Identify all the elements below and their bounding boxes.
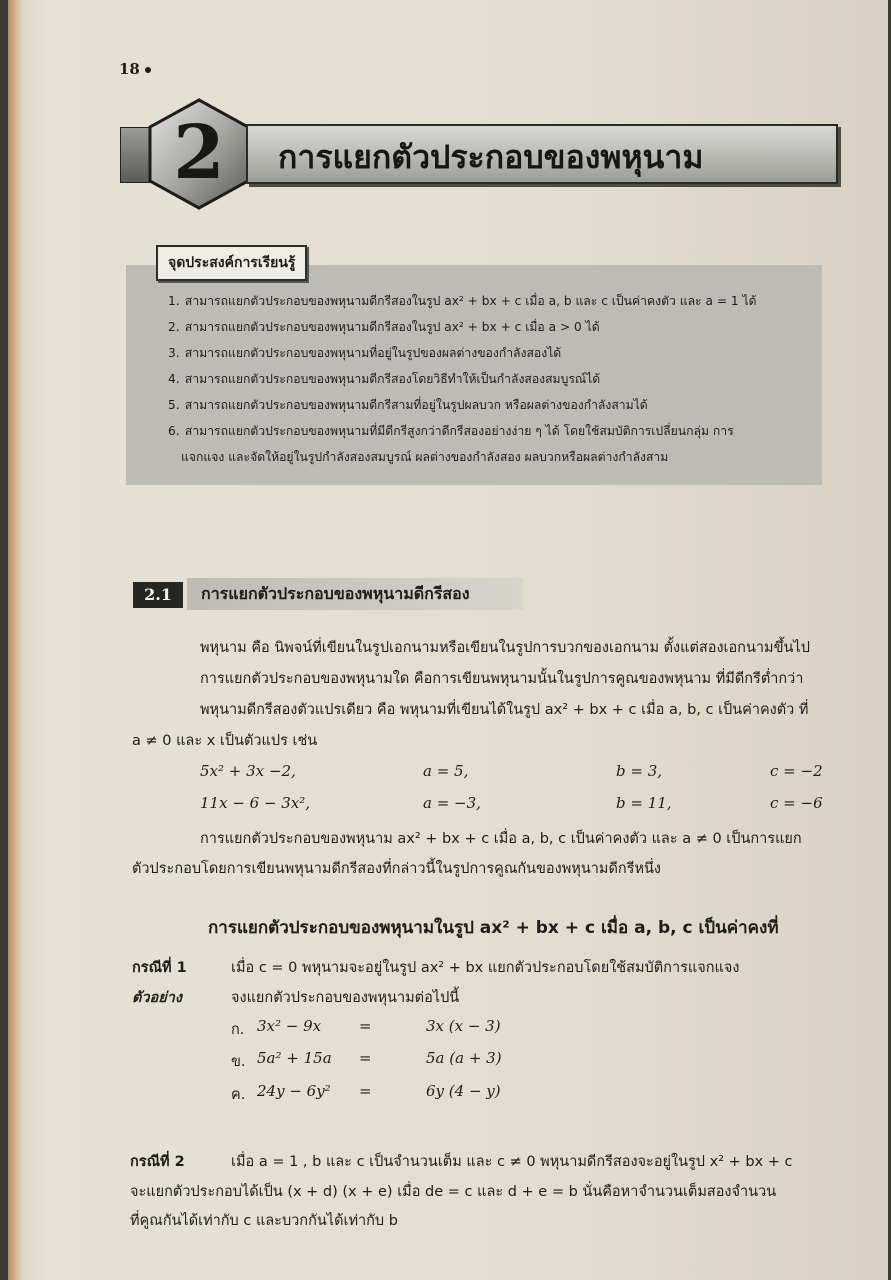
book-page (8, 0, 888, 1280)
example-b-value: b = 11, (616, 794, 672, 812)
objective-item: 3. สามารถแยกตัวประกอบของพหุนามที่อยู่ในรูปของผลต่างของกำลังสองได้ (168, 346, 562, 360)
objective-item: 4. สามารถแยกตัวประกอบของพหุนามดีกรีสองโดยวิธีทำให้เป็นกำลังสองสมบูรณ์ได้ (168, 372, 601, 386)
case-2-label: กรณีที่ 2 (130, 1154, 185, 1170)
case-2-text: จะแยกตัวประกอบได้เป็น (x + d) (x + e) เมื่อ de = c และ d + e = b นั่นคือหาจำนวนเต็มสองจำนวน (130, 1184, 777, 1200)
objective-item: 2. สามารถแยกตัวประกอบของพหุนามดีกรีสองในรูป ax² + bx + c เมื่อ a > 0 ได้ (168, 320, 600, 334)
example-instruction: จงแยกตัวประกอบของพหุนามต่อไปนี้ (231, 990, 460, 1006)
example-a-value: a = −3, (423, 794, 481, 812)
example-label: ตัวอย่าง (132, 990, 182, 1006)
chapter-title-bar (246, 124, 838, 184)
objective-item: 1. สามารถแยกตัวประกอบของพหุนามดีกรีสองในรูป ax² + bx + c เมื่อ a, b และ c เป็นค่าคงตัว และ a = 1 ได้ (168, 294, 757, 308)
paragraph-line: การแยกตัวประกอบของพหุนามใด คือการเขียนพหุนามนั้นในรูปการคูณของพหุนาม ที่มีดีกรีต่ำกว่า (200, 671, 804, 687)
section-number: 2.1 (133, 582, 183, 608)
factor-row-equals: = (359, 1049, 372, 1067)
factor-row-label: ข. (231, 1054, 246, 1070)
paragraph-line: a ≠ 0 และ x เป็นตัวแปร เช่น (132, 733, 318, 749)
section-title-bar (187, 578, 523, 610)
bullet-icon (145, 67, 151, 73)
factor-row-lhs: 3x² − 9x (257, 1017, 322, 1035)
paragraph-line: การแยกตัวประกอบของพหุนาม ax² + bx + c เมื่อ a, b, c เป็นค่าคงตัว และ a ≠ 0 เป็นการแยก (200, 831, 802, 847)
factor-row-equals: = (359, 1017, 372, 1035)
case-2-text: เมื่อ a = 1 , b และ c เป็นจำนวนเต็ม และ c ≠ 0 พหุนามดีกรีสองจะอยู่ในรูป x² + bx + c (231, 1154, 793, 1170)
chapter-number: 2 (173, 110, 225, 196)
factor-row-label: ก. (231, 1022, 245, 1038)
paragraph-line: ตัวประกอบโดยการเขียนพหุนามดีกรีสองที่กล่าวนี้ในรูปการคูณกันของพหุนามดีกรีหนึ่ง (132, 861, 661, 877)
case-1-label: กรณีที่ 1 (132, 960, 187, 976)
objective-item: 6. สามารถแยกตัวประกอบของพหุนามที่มีดีกรีสูงกว่าดีกรีสองอย่างง่าย ๆ ได้ โดยใช้สมบัติการเปลี่ยนกลุ่ม การ แจกแจง และจัดให้อยู่ในรูปกำลังสองสมบูรณ์ ผลต่างของกำลังสอง ผลบวกหรือผลต่างกำลังสาม (168, 424, 734, 464)
factor-row-lhs: 24y − 6y² (257, 1082, 331, 1100)
example-b-value: b = 3, (616, 762, 663, 780)
objectives-list (168, 288, 818, 470)
chapter-title: การแยกตัวประกอบของพหุนาม (278, 138, 704, 176)
page-number: 18 (119, 60, 151, 78)
example-expression: 5x² + 3x −2, (200, 762, 296, 780)
example-a-value: a = 5, (423, 762, 469, 780)
factor-row-label: ค. (231, 1087, 246, 1103)
paragraph-line: พหุนาม คือ นิพจน์ที่เขียนในรูปเอกนามหรือเขียนในรูปการบวกของเอกนาม ตั้งแต่สองเอกนามขึ้นไป (200, 640, 810, 656)
case-2-text: ที่คูณกันได้เท่ากับ c และบวกกันได้เท่ากับ b (130, 1213, 398, 1229)
paragraph-line: พหุนามดีกรีสองตัวแปรเดียว คือ พหุนามที่เขียนได้ในรูป ax² + bx + c เมื่อ a, b, c เป็นค่าคงตัว ที่ (200, 702, 809, 718)
section-title: การแยกตัวประกอบของพหุนามดีกรีสอง (201, 584, 470, 603)
factor-row-lhs: 5a² + 15a (257, 1049, 332, 1067)
objectives-tag: จุดประสงค์การเรียนรู้ (156, 245, 307, 281)
factor-row-equals: = (359, 1082, 372, 1100)
example-c-value: c = −6 (770, 794, 823, 812)
factor-row-rhs: 6y (4 − y) (426, 1082, 501, 1100)
example-c-value: c = −2 (770, 762, 823, 780)
case-1-text: เมื่อ c = 0 พหุนามจะอยู่ในรูป ax² + bx แยกตัวประกอบโดยใช้สมบัติการแจกแจง (231, 960, 740, 976)
example-expression: 11x − 6 − 3x², (200, 794, 311, 812)
factor-row-rhs: 5a (a + 3) (426, 1049, 502, 1067)
page-binding-edge (8, 0, 22, 1280)
subheading: การแยกตัวประกอบของพหุนามในรูป ax² + bx + c เมื่อ a, b, c เป็นค่าคงที่ (208, 918, 779, 938)
factor-row-rhs: 3x (x − 3) (426, 1017, 501, 1035)
objective-item: 5. สามารถแยกตัวประกอบของพหุนามดีกรีสามที่อยู่ในรูปผลบวก หรือผลต่างของกำลังสามได้ (168, 398, 648, 412)
